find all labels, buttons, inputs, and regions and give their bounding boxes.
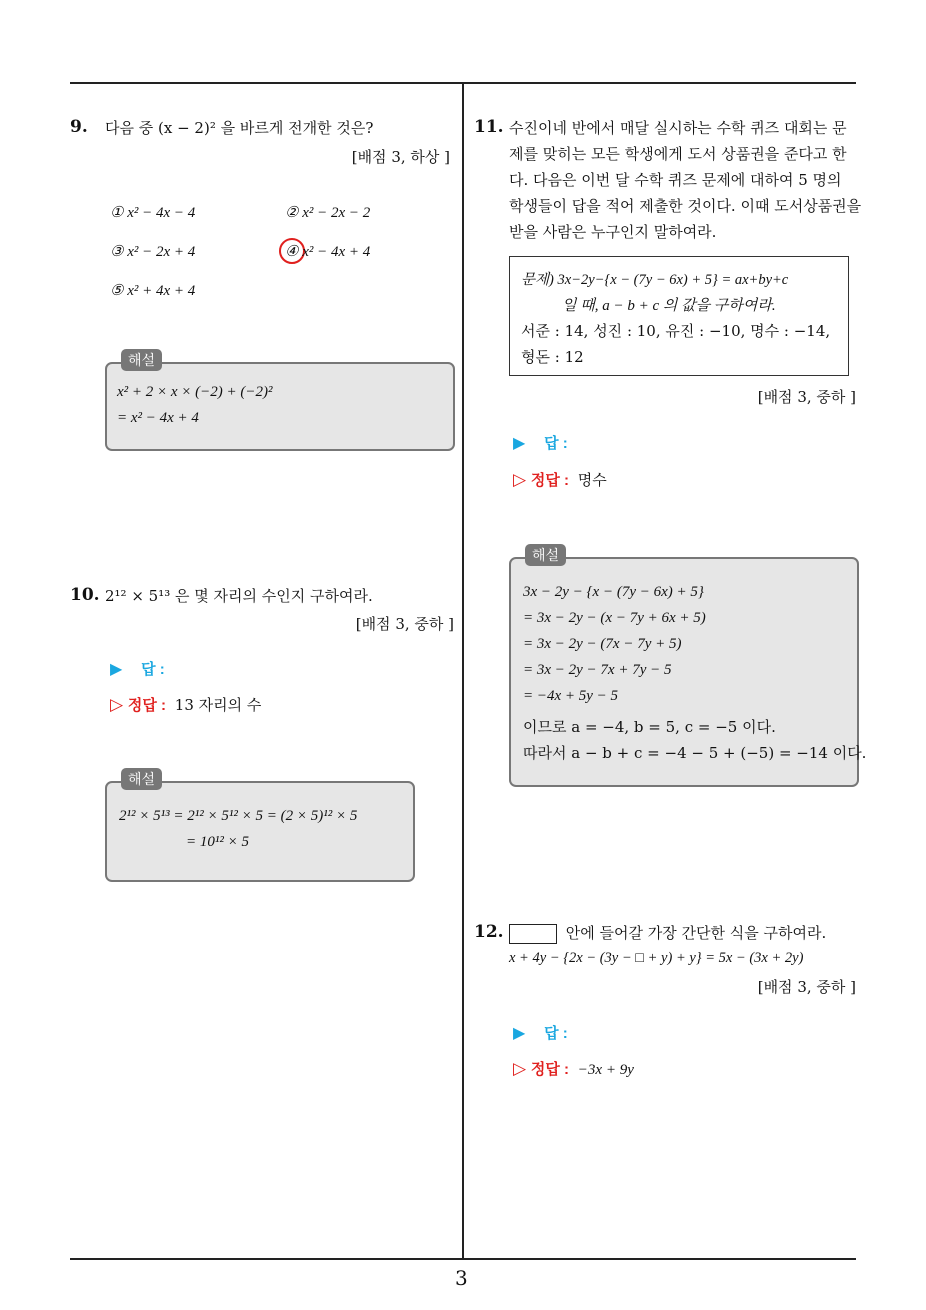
points-label: [배점 3, 중하 ]: [355, 615, 454, 633]
answer-row: [110, 658, 165, 679]
choice-4[interactable]: ④ x² − 4x + 4: [285, 244, 371, 260]
solution-line-1: x² + 2 × x × (−2) + (−2)²: [117, 384, 273, 400]
points-label: [배점 3, 중하 ]: [757, 388, 856, 406]
solution-line-7: 따라서 a − b + c = −4 − 5 + (−5) = −14 이다.: [523, 744, 867, 762]
correct-label: 정답 :: [530, 472, 570, 489]
problem-line-2: 일 때, a − b + c 의 값을 구하여라.: [562, 298, 776, 314]
solution-line-2: = 10¹² × 5: [186, 834, 249, 850]
solution-box: [105, 781, 415, 882]
play-outline-arrow-icon: ▷: [110, 695, 124, 714]
choice-1[interactable]: ① x² − 4x − 4: [110, 205, 196, 221]
correct-value: 명수: [577, 471, 607, 489]
equation: x + 4y − {2x − (3y − □ + y) + y} = 5x − (3x + 2y): [509, 950, 804, 966]
correct-answer-row: [513, 1058, 634, 1079]
question-text: 안에 들어갈 가장 간단한 식을 구하여라.: [565, 924, 827, 942]
question-text: 2¹² × 5¹³ 은 몇 자리의 수인지 구하여라.: [105, 587, 373, 605]
solution-tag: 해설: [525, 544, 566, 566]
answer-label: 답 :: [544, 435, 568, 452]
question-text-line-2: 제를 맞히는 모든 학생에게 도서 상품권을 준다고 한: [509, 145, 847, 163]
question-number: 9.: [70, 117, 88, 137]
correct-answer-row: [110, 694, 261, 715]
solution-line-4: = 3x − 2y − 7x + 7y − 5: [523, 662, 672, 678]
page-number: 3: [455, 1266, 468, 1290]
question-text-line-1: 수진이네 반에서 매달 실시하는 수학 퀴즈 대회는 문: [509, 119, 847, 137]
solution-line-6: 이므로 a = −4, b = 5, c = −5 이다.: [523, 718, 776, 736]
question-text-row: [509, 922, 826, 944]
correct-label: 정답 :: [530, 1061, 570, 1078]
answer-row: [513, 432, 568, 453]
solution-tag: 해설: [121, 349, 162, 371]
column-divider: [462, 83, 464, 1259]
points-label: [배점 3, 중하 ]: [757, 978, 856, 996]
play-arrow-icon: ▶: [513, 435, 526, 452]
play-outline-arrow-icon: ▷: [513, 470, 527, 489]
choice-2[interactable]: ② x² − 2x − 2: [285, 205, 371, 221]
question-number: 11.: [474, 117, 504, 137]
correct-label: 정답 :: [127, 697, 167, 714]
choice-3[interactable]: ③ x² − 2x + 4: [110, 244, 196, 260]
solution-line-2: = 3x − 2y − (x − 7y + 6x + 5): [523, 610, 706, 626]
question-number: 12.: [474, 922, 504, 942]
question-text-line-3: 다. 다음은 이번 달 수학 퀴즈 문제에 대하여 5 명의: [509, 171, 842, 189]
solution-line-3: = 3x − 2y − (7x − 7y + 5): [523, 636, 682, 652]
correct-value: 13 자리의 수: [174, 696, 262, 714]
choice-5[interactable]: ⑤ x² + 4x + 4: [110, 283, 196, 299]
answer-row: [513, 1022, 568, 1043]
blank-box: [509, 924, 557, 944]
problem-line-3: 서준 : 14, 성진 : 10, 유진 : −10, 명수 : −14,: [521, 322, 831, 340]
solution-tag: 해설: [121, 768, 162, 790]
correct-value: −3x + 9y: [577, 1062, 634, 1078]
solution-box: [105, 362, 455, 451]
question-text: 다음 중 (x − 2)² 을 바르게 전개한 것은?: [105, 119, 374, 137]
question-text-line-4: 학생들이 답을 적어 제출한 것이다. 이때 도서상품권을: [509, 197, 862, 215]
problem-line-1: 문제) 3x−2y−{x − (7y − 6x) + 5} = ax+by+c: [521, 272, 789, 288]
solution-line-1: 3x − 2y − {x − (7y − 6x) + 5}: [523, 584, 704, 600]
play-arrow-icon: ▶: [110, 661, 123, 678]
bottom-rule: [70, 1258, 856, 1260]
points-label: [배점 3, 하상 ]: [351, 148, 450, 166]
answer-label: 답 :: [141, 661, 165, 678]
correct-answer-row: [513, 469, 607, 490]
problem-line-4: 형돈 : 12: [521, 348, 584, 366]
solution-line-5: = −4x + 5y − 5: [523, 688, 619, 704]
solution-line-2: = x² − 4x + 4: [117, 410, 199, 426]
play-arrow-icon: ▶: [513, 1025, 526, 1042]
answer-label: 답 :: [544, 1025, 568, 1042]
play-outline-arrow-icon: ▷: [513, 1059, 527, 1078]
question-number: 10.: [70, 585, 100, 605]
solution-line-1: 2¹² × 5¹³ = 2¹² × 5¹² × 5 = (2 × 5)¹² × 5: [119, 808, 358, 824]
question-text-line-5: 받을 사람은 누구인지 말하여라.: [509, 223, 717, 241]
